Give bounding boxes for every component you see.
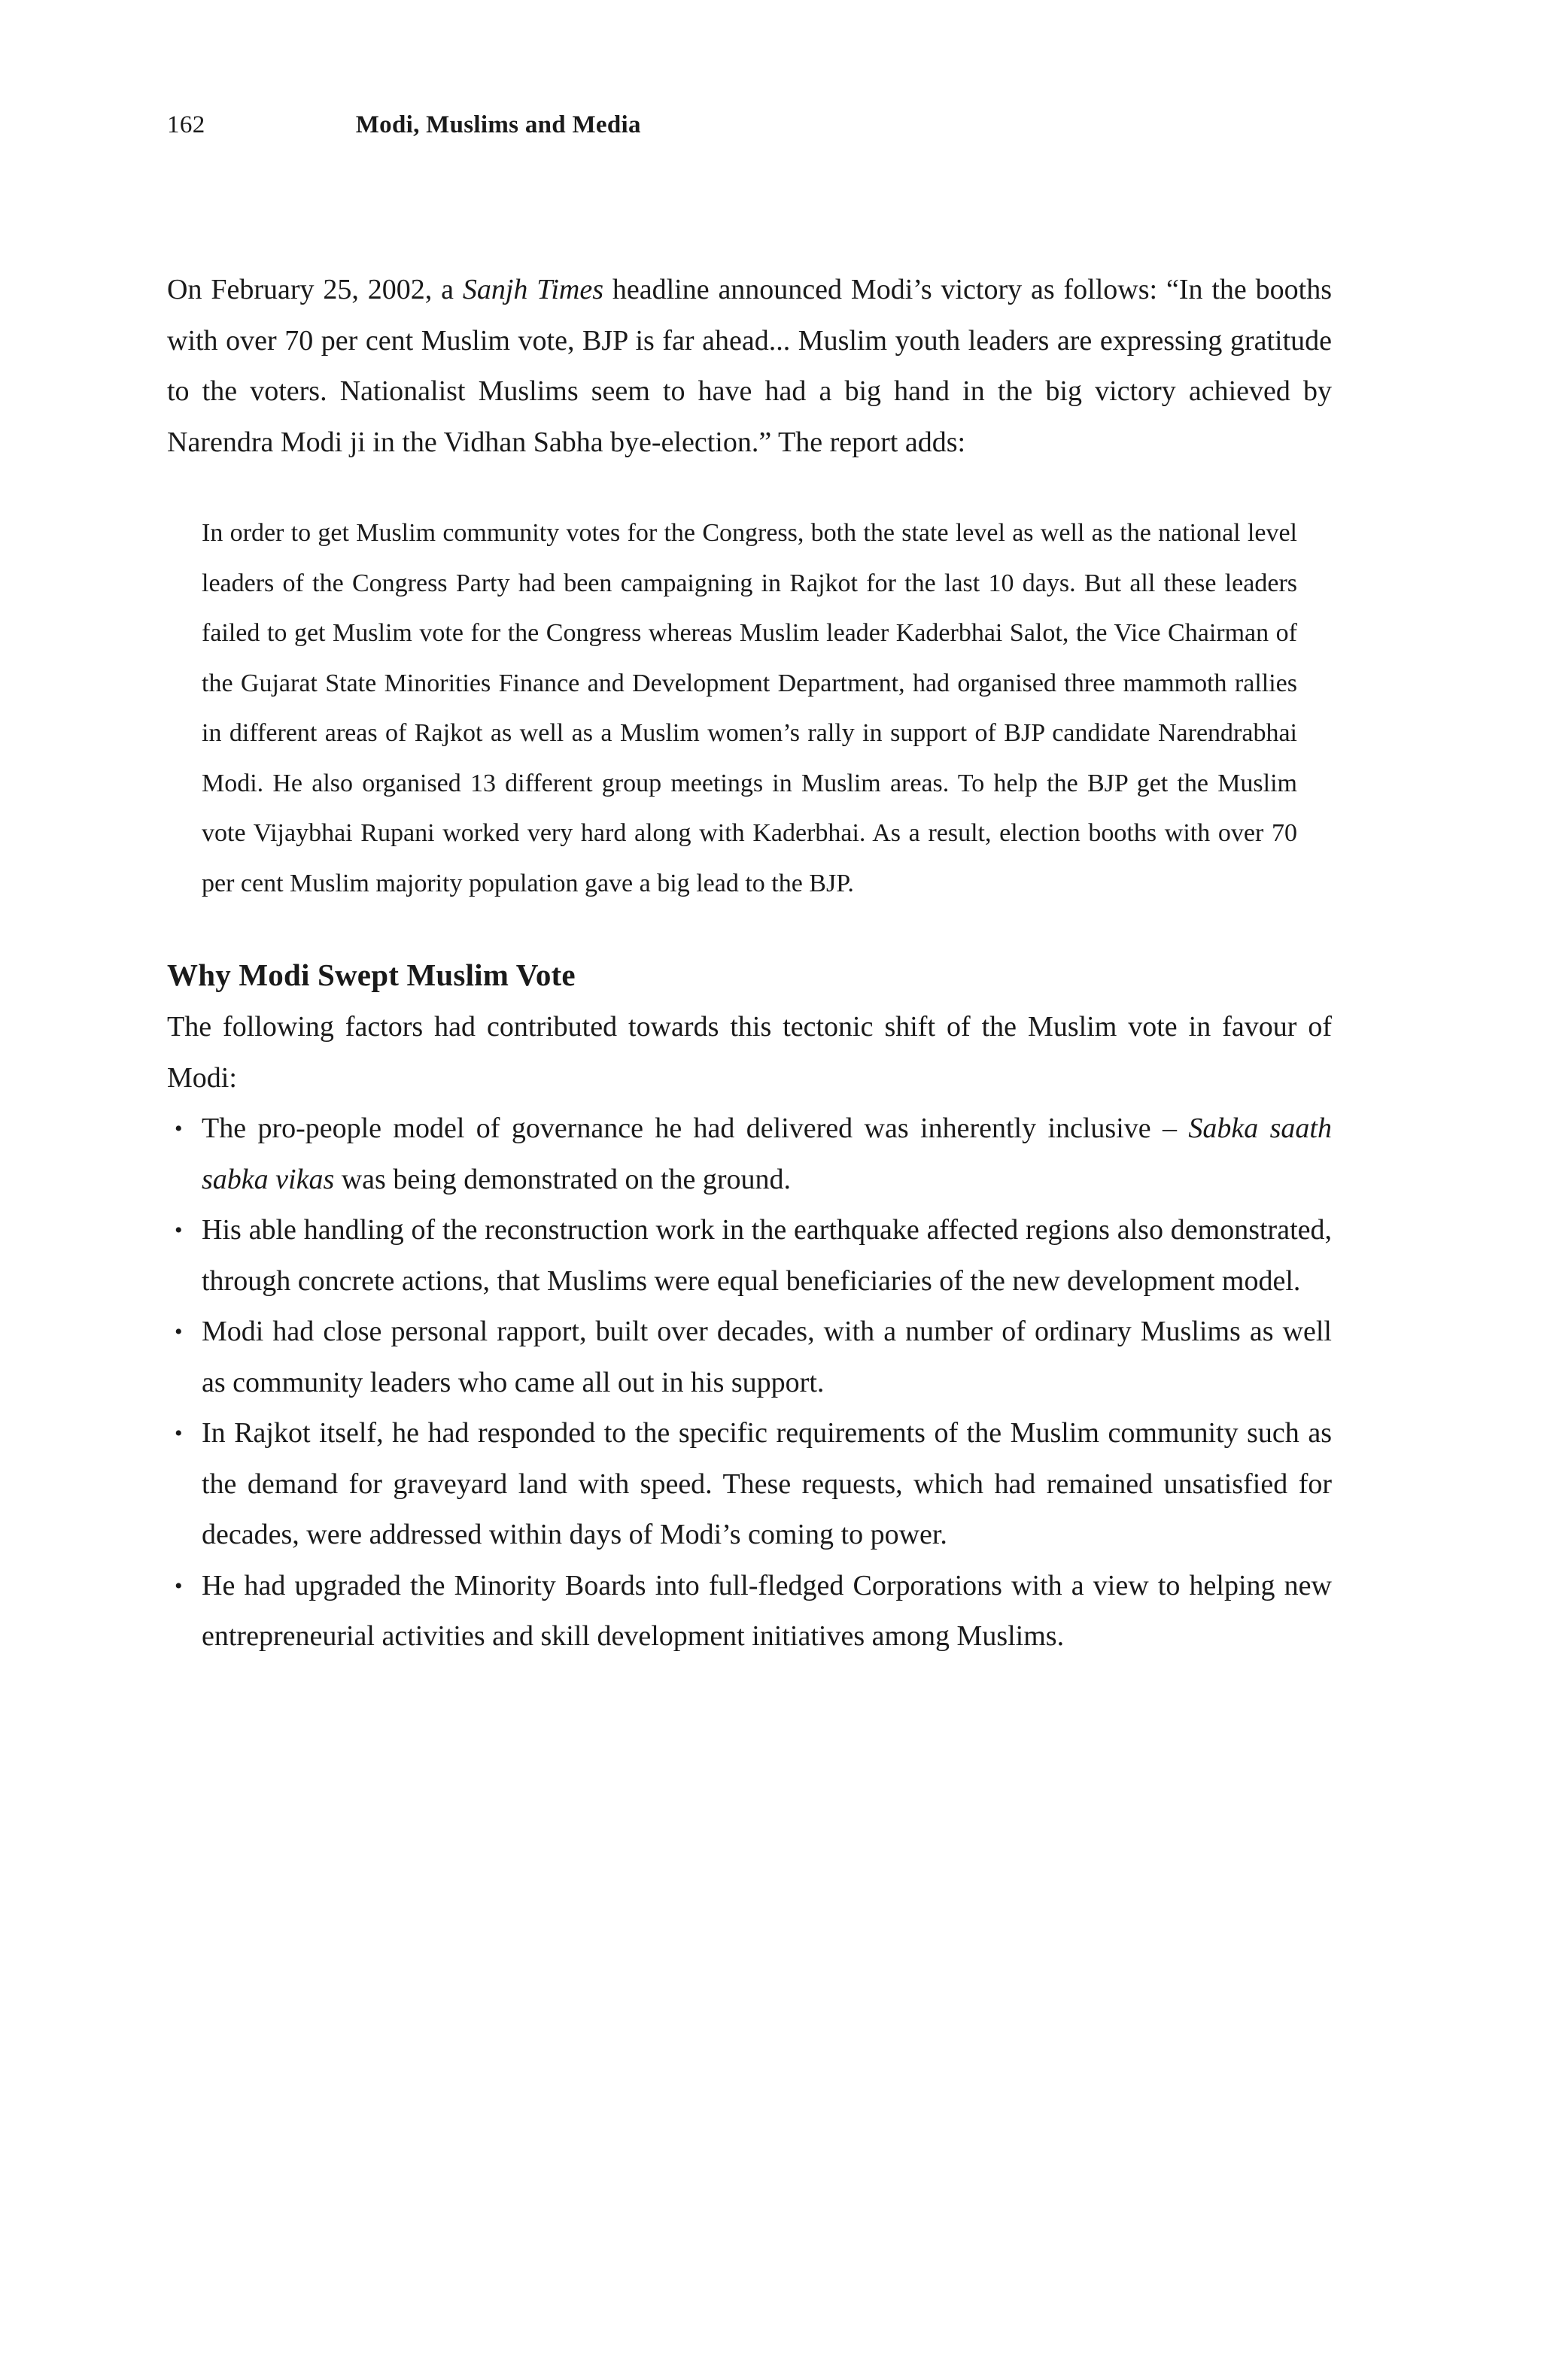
quoted-report-text: In order to get Muslim community votes for the Congress, both the state level as well as the national level leaders of the Congress Party had been campaigning in Rajkot for the last 10 days. But all these leaders failed to get Muslim vote for the Congress whereas Muslim leader Kaderbhai Salot, the Vice Chairman of the Gujarat State Minorities Finance and Development Department, had organised three mammoth rallies in different areas of Rajkot as well as a Muslim women’s rally in support of BJP candidate Narendrabhai Modi. He also organised 13 different group meetings in Muslim areas. To help the BJP get the Muslim vote Vijaybhai Rupani worked very hard along with Kaderbhai. As a result, election booths with over 70 per cent Muslim majority population gave a big lead to the BJP. (202, 519, 1297, 897)
list-item (167, 1205, 1332, 1307)
list-item (167, 1307, 1332, 1408)
slogan-italic: Sabka saath sabka vikas (202, 1113, 1332, 1195)
paragraph-intro (167, 265, 1332, 468)
page-number: 162 (167, 111, 205, 138)
running-head-title: Modi, Muslims and Media (355, 111, 641, 138)
list-item (167, 1561, 1332, 1662)
list-item-text: He had upgraded the Minority Boards into full-fledged Corporations with a view to helping new entrepreneurial activities and skill development initiatives among Muslims. (202, 1569, 1332, 1652)
newspaper-title-italic: Sanjh Times (462, 274, 603, 305)
list-item-text: In Rajkot itself, he had responded to the specific requirements of the Muslim community such as the demand for graveyard land with speed. These requests, which had remained unsatisfied for decades, were addressed within days of Modi’s coming to power. (202, 1417, 1332, 1550)
list-item-part1: The pro-people model of governance he had delivered was inherently inclusive – (202, 1113, 1189, 1144)
list-item (167, 1408, 1332, 1561)
list-item-text: Modi had close personal rapport, built over decades, with a number of ordinary Muslims as well as community leaders who came all out in his support. (202, 1316, 1332, 1398)
list-item-text: His able handling of the reconstruction work in the earthquake affected regions also demonstrated, through concrete actions, that Muslims were equal beneficiaries of the new development model. (202, 1214, 1332, 1297)
paragraph-intro-part2: headline announced Modi’s victory as follows: “In the booths with over 70 per cent Muslim vote, BJP is far ahead... Muslim youth leaders are expressing gratitude to the voters. Nationalist Muslims seem to have had a big hand in the big victory achieved by Narendra Modi ji in the Vidhan Sabha bye-election.” The report adds: (167, 274, 1332, 458)
section-intro-paragraph: The following factors had contributed towards this tectonic shift of the Muslim vote in favour of Modi: (167, 1011, 1332, 1094)
list-item-part2: was being demonstrated on the ground. (334, 1163, 792, 1195)
section-heading: Why Modi Swept Muslim Vote (167, 958, 576, 992)
text-column (167, 265, 1332, 1662)
paragraph-intro-part1: On February 25, 2002, a (167, 274, 463, 305)
quoted-report (167, 508, 1297, 909)
factors-list (167, 1103, 1332, 1662)
running-head (167, 111, 1332, 147)
list-item (167, 1103, 1332, 1205)
